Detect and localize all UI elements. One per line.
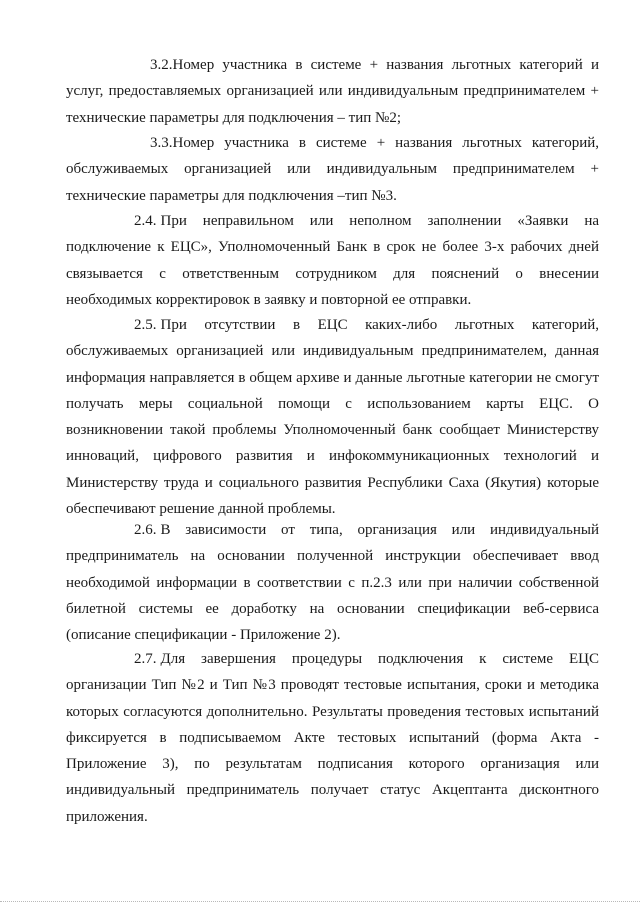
paragraph-2-6 bbox=[66, 517, 599, 648]
paragraph-2-4 bbox=[66, 208, 599, 313]
paragraph-2-7 bbox=[66, 646, 599, 830]
paragraph-number: 3.2. bbox=[150, 57, 173, 73]
paragraph-text: В зависимости от типа, организация или индивидуальный предприниматель на основании полученной инструкции обеспечивает ввод необходимой информации в соответствии с п.2.3 или при наличии собственной билетной системы ее доработку на основании спецификации веб-сервиса (описание спецификации - Приложение 2). bbox=[66, 522, 599, 644]
paragraph-text: Номер участника в системе + названия льготных категорий, обслуживаемых организацией или индивидуальным предпринимателем + технические параметры для подключения –тип №3. bbox=[66, 135, 599, 204]
paragraph-text: При отсутствии в ЕЦС каких-либо льготных категорий, обслуживаемых организацией или индивидуальным предпринимателем, данная информация направляется в общем архиве и данные льготные категории не смогут получать меры социальной помощи с использованием карты ЕЦС. О возникновении такой проблемы Уполномоченный банк сообщает Министерству инноваций, цифрового развития и инфокоммуникационных технологий и Министерству труда и социального развития Республики Саха (Якутия) которые обеспечивают решение данной проблемы. bbox=[66, 317, 599, 518]
scan-edge-divider bbox=[0, 901, 640, 902]
paragraph-2-5 bbox=[66, 312, 599, 522]
paragraph-number: 2.7. bbox=[134, 651, 157, 667]
paragraph-number: 2.6. bbox=[134, 522, 157, 538]
paragraph-3-2 bbox=[66, 52, 599, 131]
paragraph-text: Для завершения процедуры подключения к системе ЕЦС организации Тип №2 и Тип №3 проводят тестовые испытания, сроки и методика которых согласуются дополнительно. Результаты проведения тестовых испытаний фиксируется в подписываемом Акте тестовых испытаний (форма Акта - Приложение 3), по результатам подписания которого организация или индивидуальный предприниматель получает статус Акцептанта дисконтного приложения. bbox=[66, 651, 599, 825]
paragraph-3-3 bbox=[66, 130, 599, 209]
paragraph-number: 2.4. bbox=[134, 213, 157, 229]
paragraph-text: Номер участника в системе + названия льготных категорий и услуг, предоставляемых организацией или индивидуальным предпринимателем + технические параметры для подключения – тип №2; bbox=[66, 57, 599, 126]
paragraph-text: При неправильном или неполном заполнении «Заявки на подключение к ЕЦС», Уполномоченный Банк в срок не более 3-х рабочих дней связывается с ответственным сотрудником для пояснений о внесении необходимых корректировок в заявку и повторной ее отправки. bbox=[66, 213, 599, 308]
paragraph-number: 2.5. bbox=[134, 317, 157, 333]
paragraph-number: 3.3. bbox=[150, 135, 173, 151]
